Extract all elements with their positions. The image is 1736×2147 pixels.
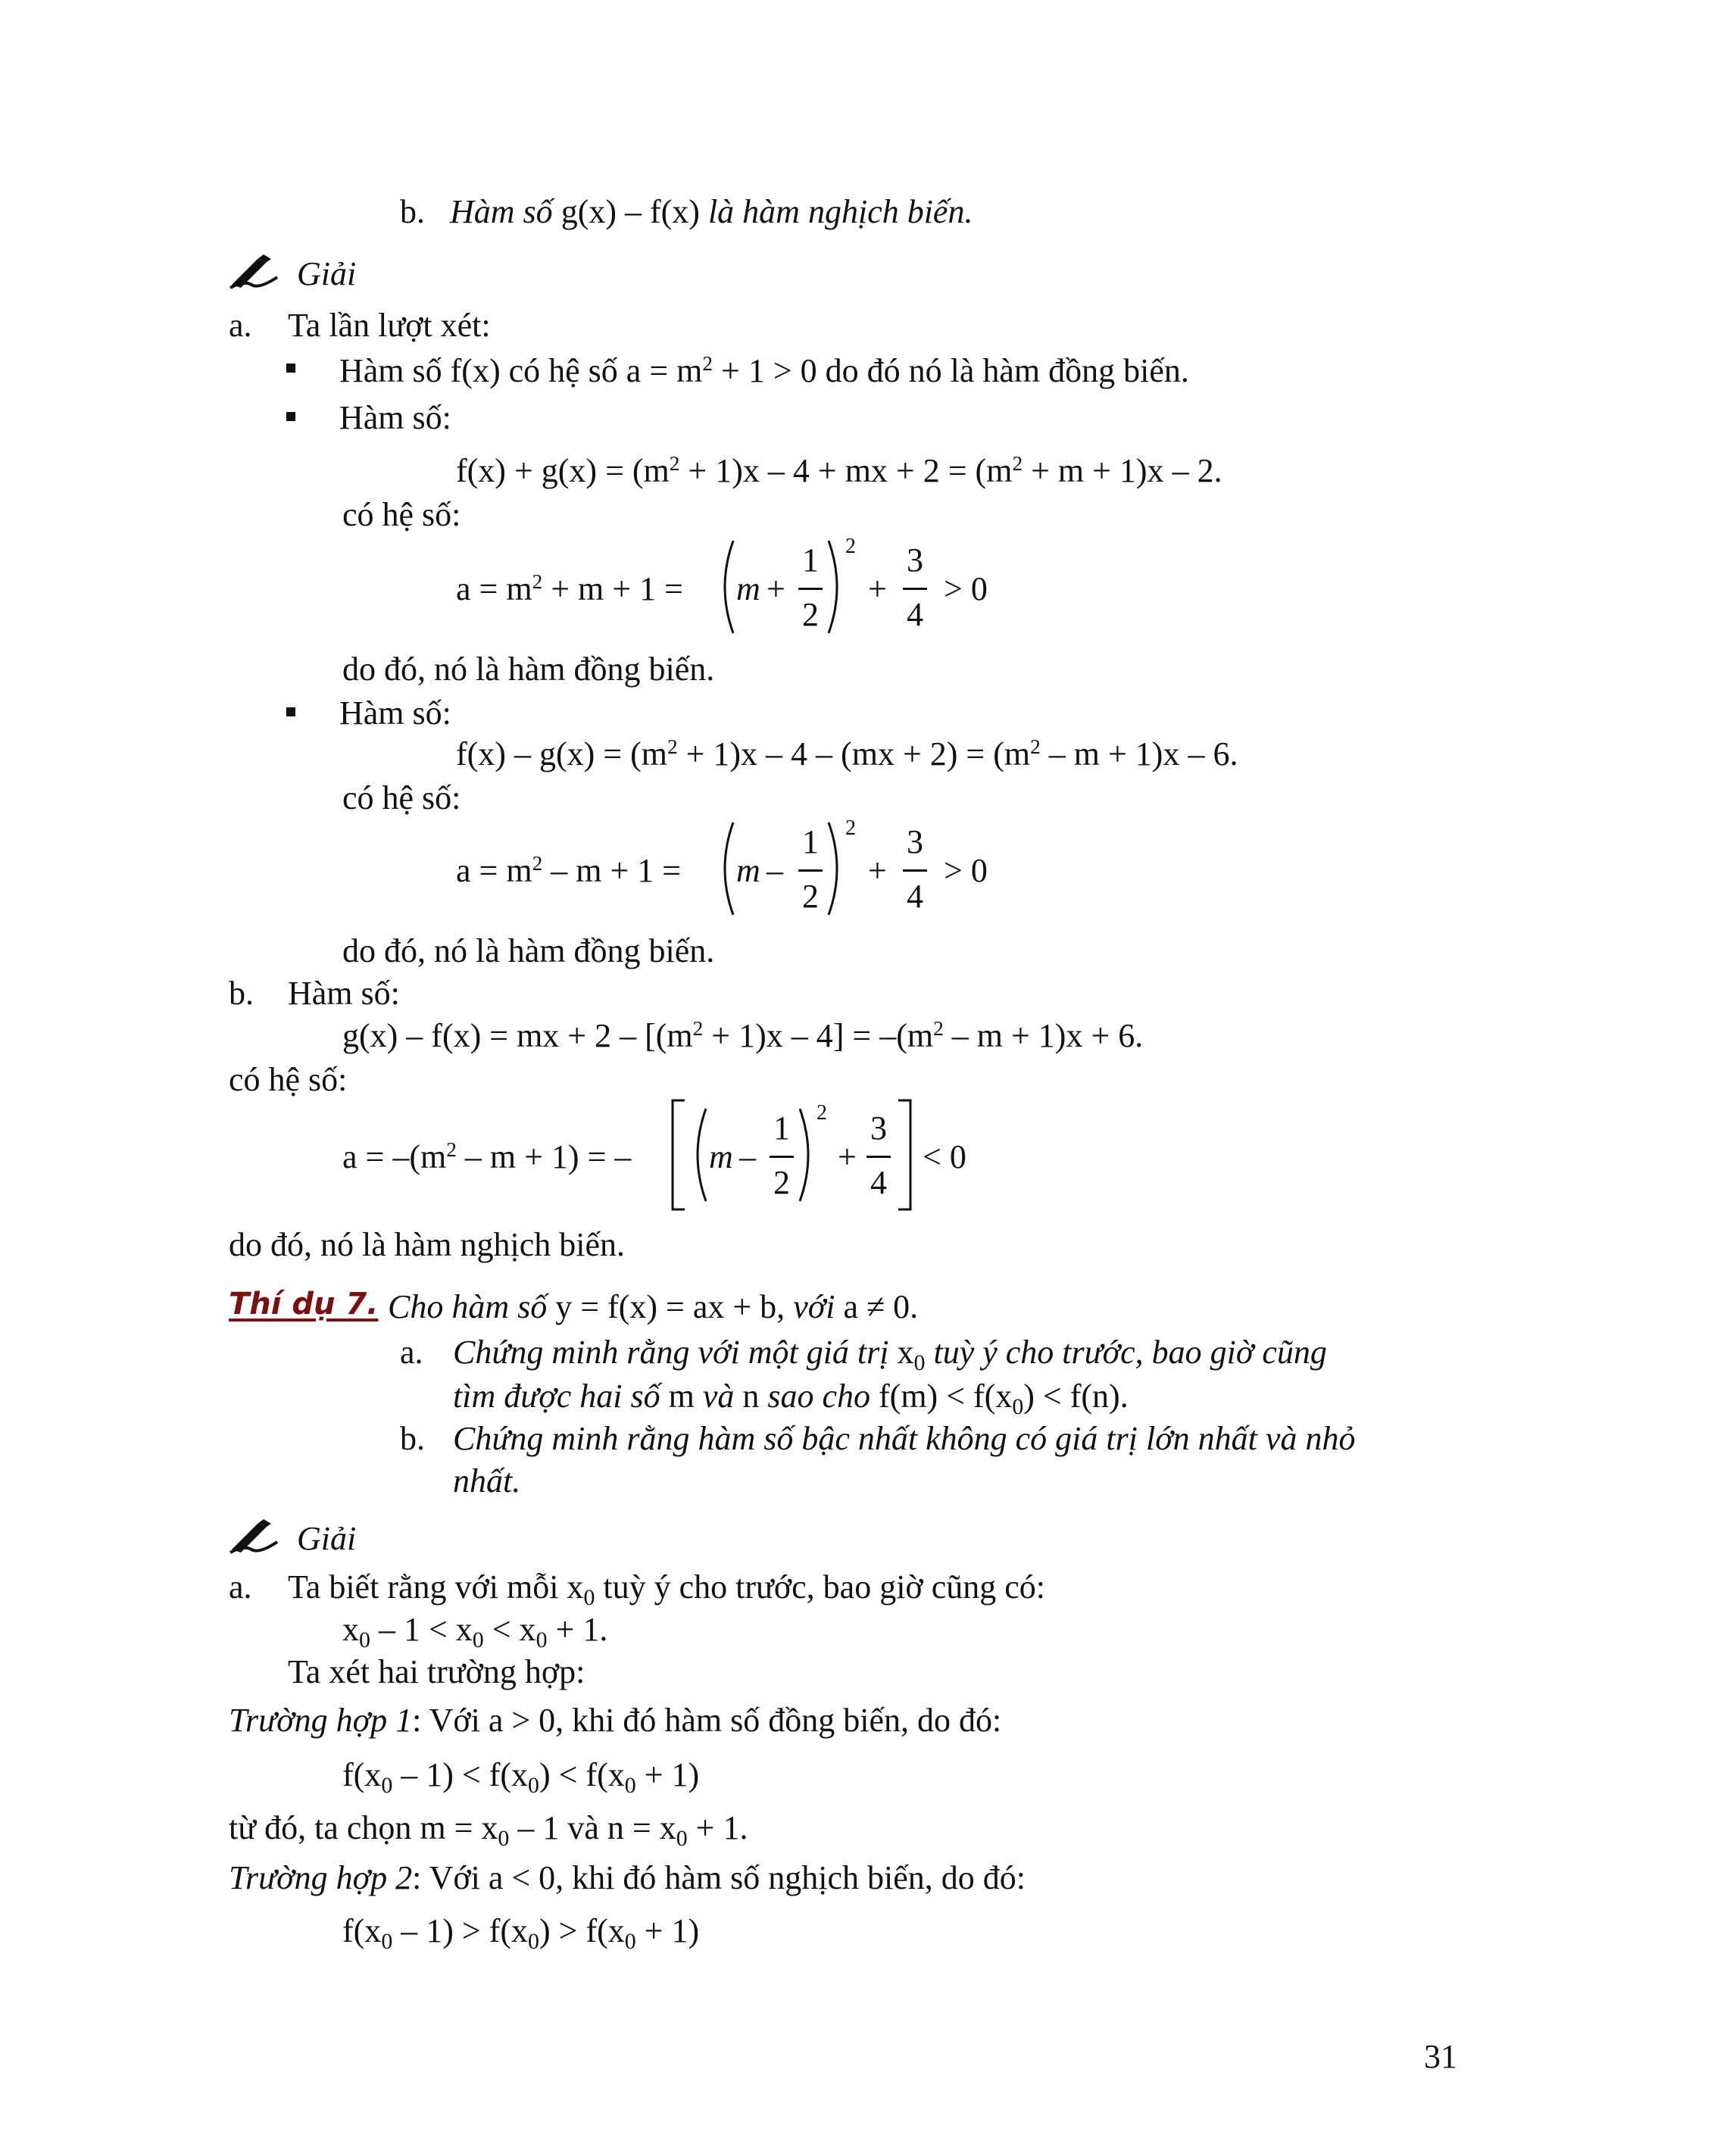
bullet3-text: Hàm số:: [339, 694, 451, 732]
fraction-denominator: 4: [870, 1164, 887, 1201]
math-plus: +: [838, 1138, 857, 1175]
example-title: Thí dụ 7.: [229, 1287, 379, 1322]
conclusion: do đó, nó là hàm nghịch biến.: [229, 1226, 626, 1263]
math-op: –: [739, 1138, 756, 1175]
bullet-marker: [286, 412, 295, 421]
fraction-denominator: 2: [802, 596, 819, 633]
bullet-marker: [286, 364, 295, 373]
part-b-intro: Hàm số:: [288, 975, 400, 1012]
case2-inequality: $f(x_0 - 1) > f(x_0) > f(x_0 + 1)$: [342, 1912, 700, 1954]
choose-m-n: từ đó, ta chọn $m = x_0 - 1$ và $n = x_0 + 1$.: [229, 1809, 748, 1851]
fraction-numerator: 3: [907, 823, 923, 860]
equation-sum: $f(x) + g(x) = (m^2 + 1)x - 4$ + mx + $2 = (m^2 + m + 1)x - 2$.: [456, 452, 1222, 489]
fraction-bar: [866, 1156, 891, 1158]
fraction-denominator: 2: [773, 1164, 790, 1201]
fraction-numerator: 1: [802, 823, 819, 860]
left-paren: [713, 538, 736, 636]
page-number: 31: [1424, 2038, 1457, 2075]
part-a-label: a.: [229, 1568, 252, 1606]
fraction-numerator: 3: [907, 541, 923, 579]
case2-line: Trường hợp 2: Với a < 0, khi đó hàm số nghịch biến, do đó:: [229, 1859, 1026, 1896]
example-part-a-line2: tìm được hai số m và n sao cho $f(m) < f(x_0) < f(n)$.: [453, 1378, 1129, 1419]
fraction-numerator: 1: [773, 1109, 790, 1147]
fraction-numerator: 1: [802, 541, 819, 579]
equation-coef-a: $a = m^2 - m + 1$ =: [456, 852, 682, 889]
conclusion: do đó, nó là hàm đồng biến.: [342, 932, 715, 969]
math-op: –: [767, 852, 783, 889]
example-part-a-label: a.: [400, 1334, 423, 1371]
solution-heading: Giải: [297, 255, 357, 292]
math-plus: +: [868, 570, 887, 607]
right-bracket: [895, 1098, 913, 1212]
fraction-bar: [770, 1156, 794, 1158]
bullet1-text: Hàm số f(x) có hệ số $a = m^2 + 1 > 0$ do đó nó là hàm đồng biến.: [339, 352, 1189, 389]
bullet-marker: [286, 707, 295, 716]
power-exponent: 2: [845, 535, 856, 558]
equation-diff: $f(x) - g(x) = (m^2 + 1)x - 4 - (mx + 2) = (m^2 - m + 1)x - 6$.: [456, 735, 1238, 772]
math-op: +: [767, 570, 785, 607]
bullet2-text: Hàm số:: [339, 399, 451, 436]
case1-inequality: $f(x_0 - 1) < f(x_0) < f(x_0 + 1)$: [342, 1756, 700, 1798]
fraction-denominator: 4: [907, 596, 923, 633]
solution2-inequality: $x_0 - 1 < x_0 < x_0 + 1$.: [342, 1611, 608, 1652]
math-var-m: m: [736, 852, 760, 889]
part-a-label: a.: [229, 307, 252, 344]
pencil-writing-icon: [229, 1519, 279, 1554]
example-part-b-line1: Chứng minh rằng hàm số bậc nhất không có giá trị lớn nhất và nhỏ: [453, 1420, 1356, 1457]
top-item-b: b. Hàm số g(x) – f(x) là hàm nghịch biến.: [400, 193, 973, 230]
case1-line: Trường hợp 1: Với a > 0, khi đó hàm số đồng biến, do đó:: [229, 1702, 1002, 1739]
conclusion: do đó, nó là hàm đồng biến.: [342, 651, 715, 688]
left-paren: [686, 1106, 709, 1204]
fraction-denominator: 2: [802, 878, 819, 915]
pencil-writing-icon: [229, 254, 279, 289]
math-plus: +: [868, 852, 887, 889]
math-var-m: m: [709, 1138, 733, 1175]
part-a-intro: Ta lần lượt xét:: [288, 307, 491, 344]
equation-coef-a: $a = -(m^2 - m + 1)$ = –: [342, 1138, 632, 1175]
solution2-line1: Ta biết rằng với mỗi $x_0$ tuỳ ý cho trước, bao giờ cũng có:: [288, 1568, 1045, 1610]
fraction-denominator: 4: [907, 878, 923, 915]
left-bracket: [670, 1098, 688, 1212]
example-part-b-label: b.: [400, 1420, 425, 1457]
equation-coef-a: $a = m^2 + m + 1$ =: [456, 570, 683, 607]
math-relation: > 0: [944, 852, 988, 889]
coef-label: có hệ số:: [342, 779, 461, 816]
power-exponent: 2: [845, 816, 856, 840]
fraction-bar: [903, 588, 927, 590]
math-relation: < 0: [923, 1138, 966, 1175]
left-paren: [713, 819, 736, 918]
equation-g-minus-f: g(x) – f(x) = mx + $2 - [(m^2 + 1)x - 4] = -(m^2 - m + 1)x + 6$.: [342, 1017, 1144, 1054]
fraction-bar: [798, 588, 823, 590]
example-part-a-line1: Chứng minh rằng với một giá trị $x_0$ tuỳ ý cho trước, bao giờ cũng: [453, 1334, 1327, 1375]
example-intro: Cho hàm số y = f(x) = ax + b, với a ≠ 0.: [388, 1288, 919, 1325]
part-b-label: b.: [229, 975, 254, 1012]
coef-label: có hệ số:: [229, 1061, 348, 1098]
power-exponent: 2: [816, 1101, 827, 1125]
solution-heading: Giải: [297, 1520, 357, 1557]
coef-label: có hệ số:: [342, 496, 461, 533]
example-part-b-line2: nhất.: [453, 1462, 521, 1499]
fraction-bar: [903, 869, 927, 872]
math-relation: > 0: [944, 570, 988, 607]
fraction-bar: [798, 869, 823, 872]
solution2-cases-intro: Ta xét hai trường hợp:: [288, 1653, 585, 1690]
fraction-numerator: 3: [870, 1109, 887, 1147]
math-var-m: m: [736, 570, 760, 607]
